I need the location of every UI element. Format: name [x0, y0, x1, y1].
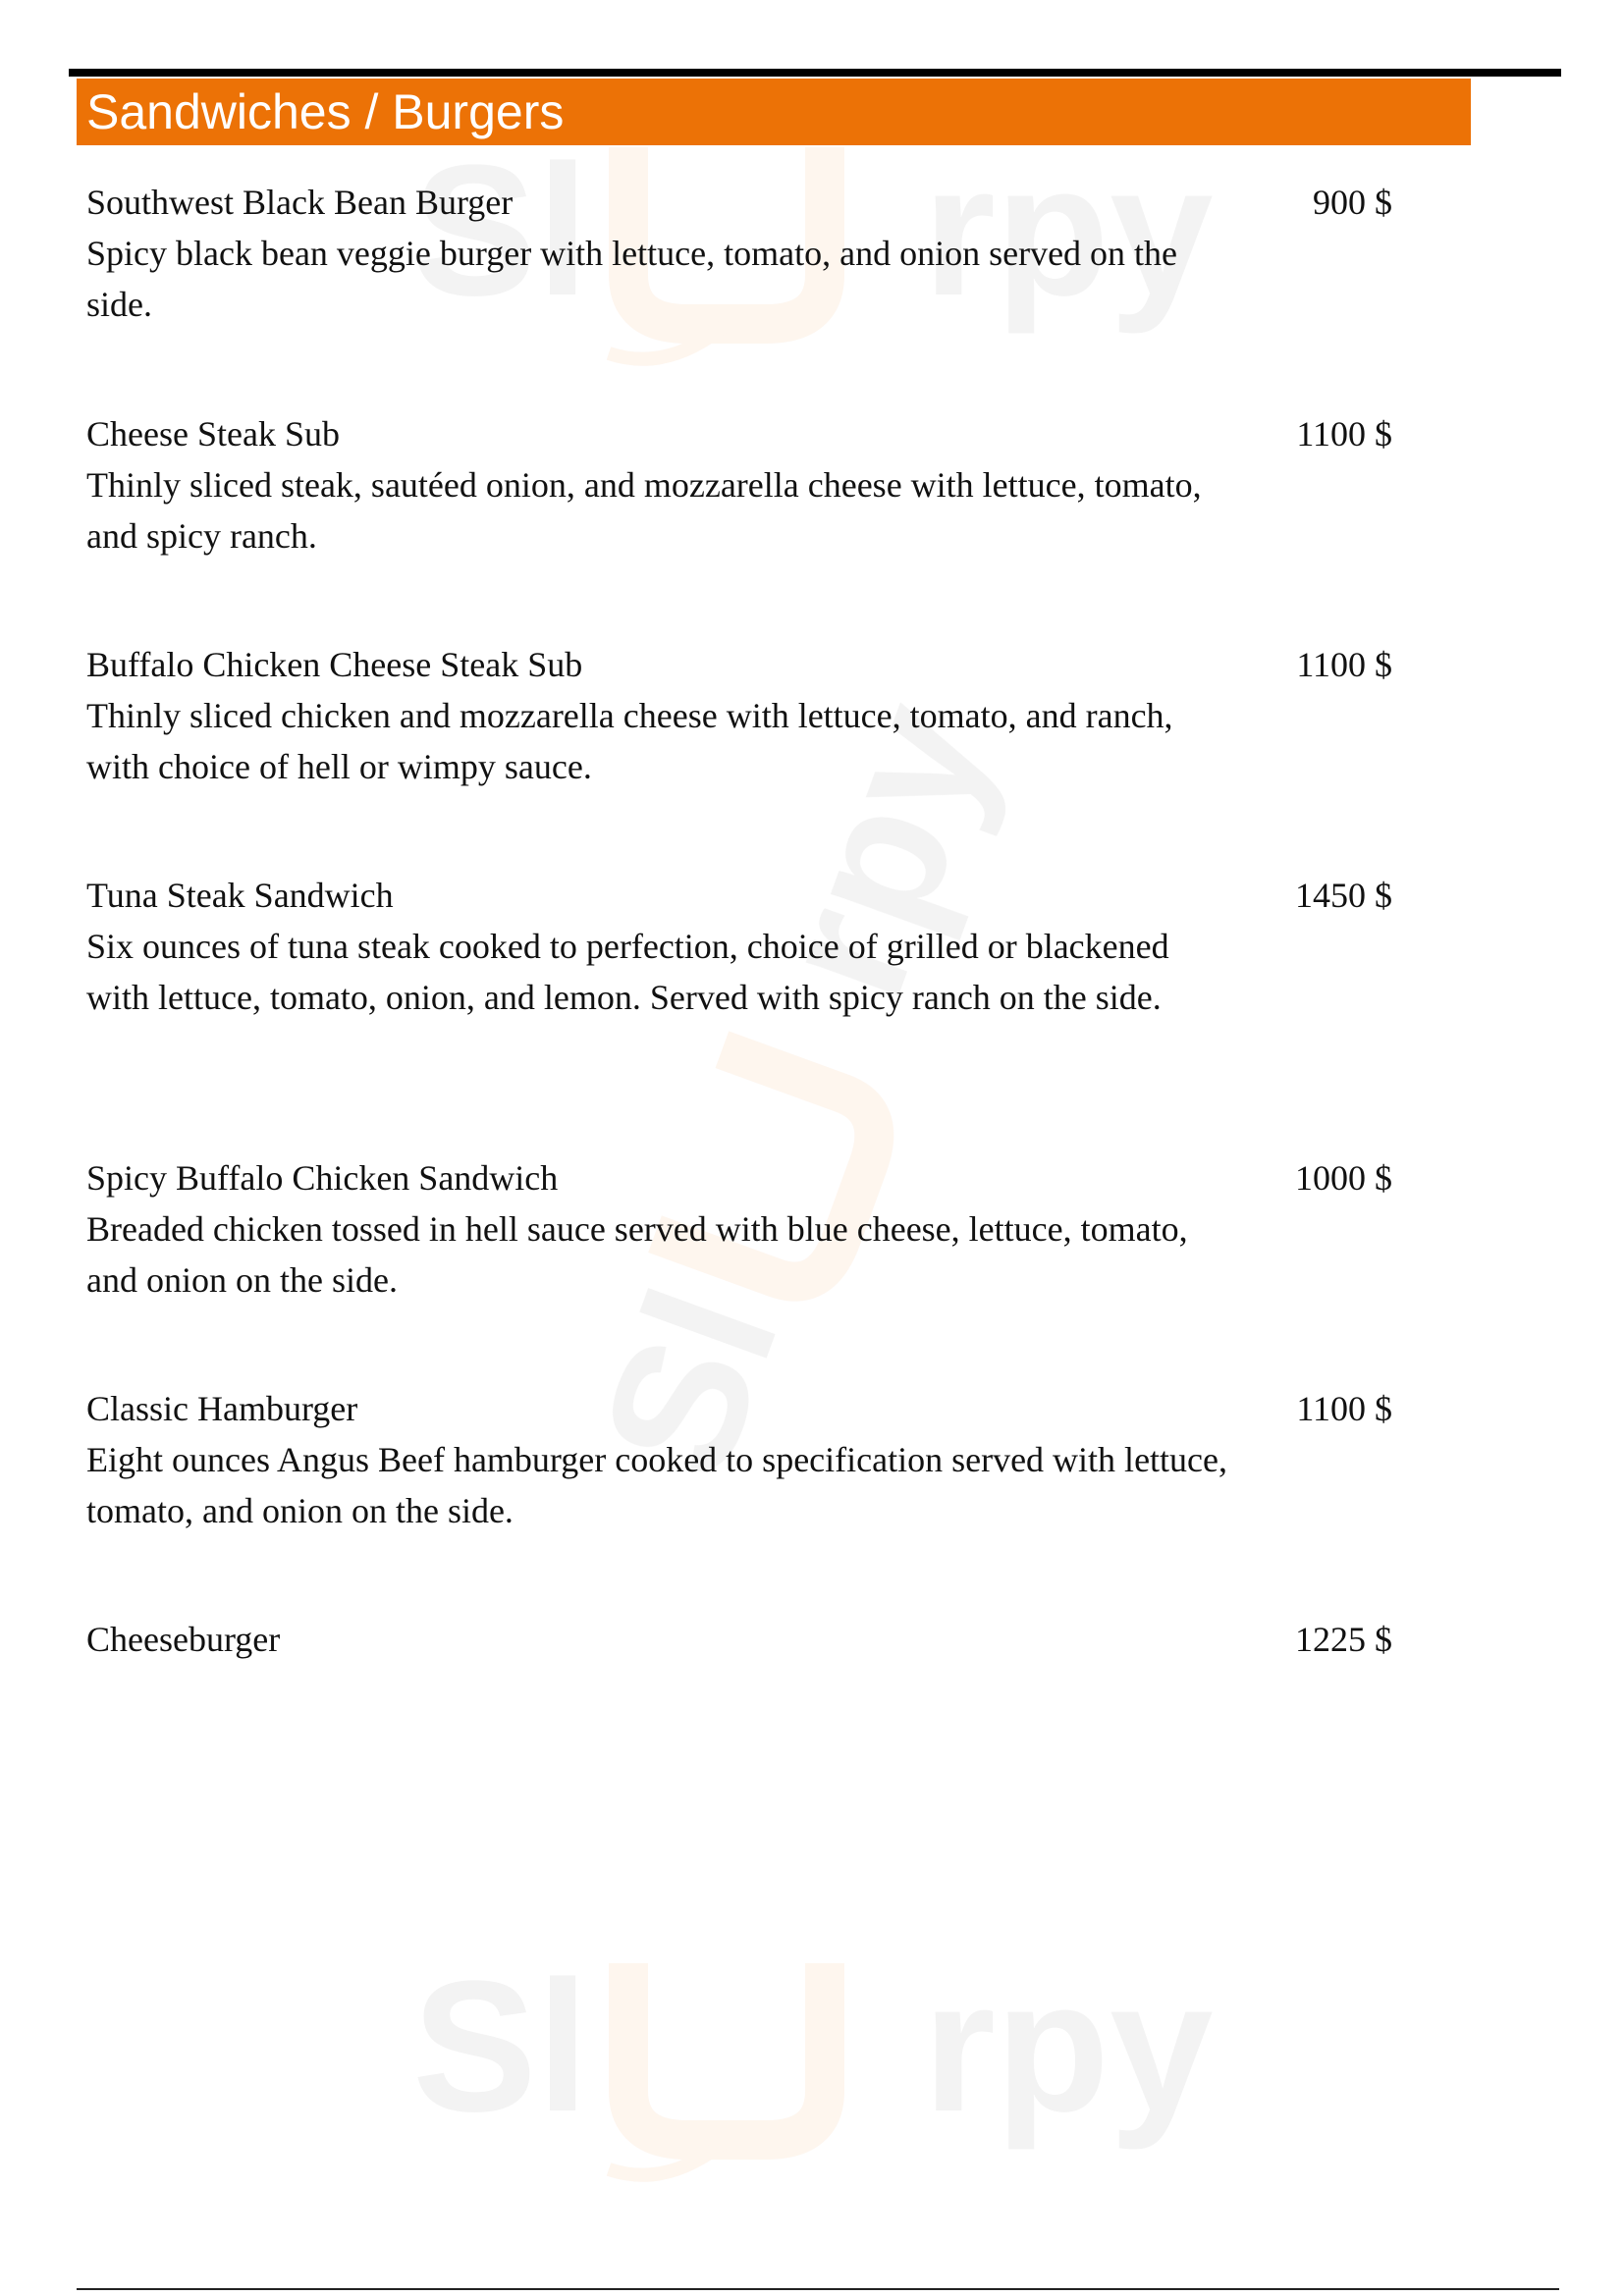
item-name: Southwest Black Bean Burger — [86, 183, 514, 222]
svg-text:rpy: rpy — [923, 127, 1214, 335]
item-description: Spicy black bean veggie burger with lettuce, tomato, and onion served on the side. — [86, 234, 1178, 324]
item-price: 1225 $ — [1295, 1620, 1392, 1659]
menu-list — [86, 177, 1392, 1673]
item-price: 1450 $ — [1295, 876, 1392, 915]
menu-item — [86, 1152, 1392, 1383]
item-description: Breaded chicken tossed in hell sauce served with blue cheese, lettuce, tomato, and onion on the side. — [86, 1209, 1188, 1300]
item-name: Buffalo Chicken Cheese Steak Sub — [86, 645, 583, 684]
menu-item — [86, 408, 1392, 639]
item-price: 1100 $ — [1296, 1389, 1392, 1428]
item-name: Cheeseburger — [86, 1620, 281, 1659]
item-description: Thinly sliced chicken and mozzarella cheese with lettuce, tomato, and ranch, with choice of hell or wimpy sauce. — [86, 696, 1173, 786]
item-name: Classic Hamburger — [86, 1389, 358, 1428]
menu-item — [86, 639, 1392, 870]
svg-text:Sl: Sl — [412, 1943, 589, 2151]
menu-item — [86, 177, 1392, 408]
item-price: 1100 $ — [1296, 414, 1392, 454]
section-header — [77, 79, 1471, 145]
section-title: Sandwiches / Burgers — [86, 84, 565, 139]
menu-item — [86, 1614, 1392, 1673]
item-price: 1100 $ — [1296, 645, 1392, 684]
menu-item — [86, 870, 1392, 1152]
item-description: Eight ounces Angus Beef hamburger cooked to specification served with lettuce, tomato, and onion on the side. — [86, 1440, 1228, 1530]
item-price: 1000 $ — [1295, 1158, 1392, 1198]
item-price: 900 $ — [1313, 183, 1392, 222]
item-name: Spicy Buffalo Chicken Sandwich — [86, 1158, 559, 1198]
item-description: Thinly sliced steak, sautéed onion, and mozzarella cheese with lettuce, tomato, and spicy ranch. — [86, 465, 1202, 556]
item-name: Tuna Steak Sandwich — [86, 876, 394, 915]
top-rule — [69, 69, 1561, 77]
bottom-rule — [77, 2288, 1559, 2290]
svg-text:rpy: rpy — [923, 1943, 1214, 2151]
svg-text:Sl: Sl — [412, 127, 589, 335]
svg-text:Sl: Sl — [562, 1264, 818, 1502]
svg-text:rpy: rpy — [735, 677, 1032, 1022]
menu-item — [86, 1383, 1392, 1614]
item-name: Cheese Steak Sub — [86, 414, 340, 454]
sluurpy-logo-watermark — [412, 1943, 1214, 2175]
item-description: Six ounces of tuna steak cooked to perfection, choice of grilled or blackened with lettuce, tomato, onion, and lemon. Served with spicy ranch on the side. — [86, 927, 1169, 1017]
